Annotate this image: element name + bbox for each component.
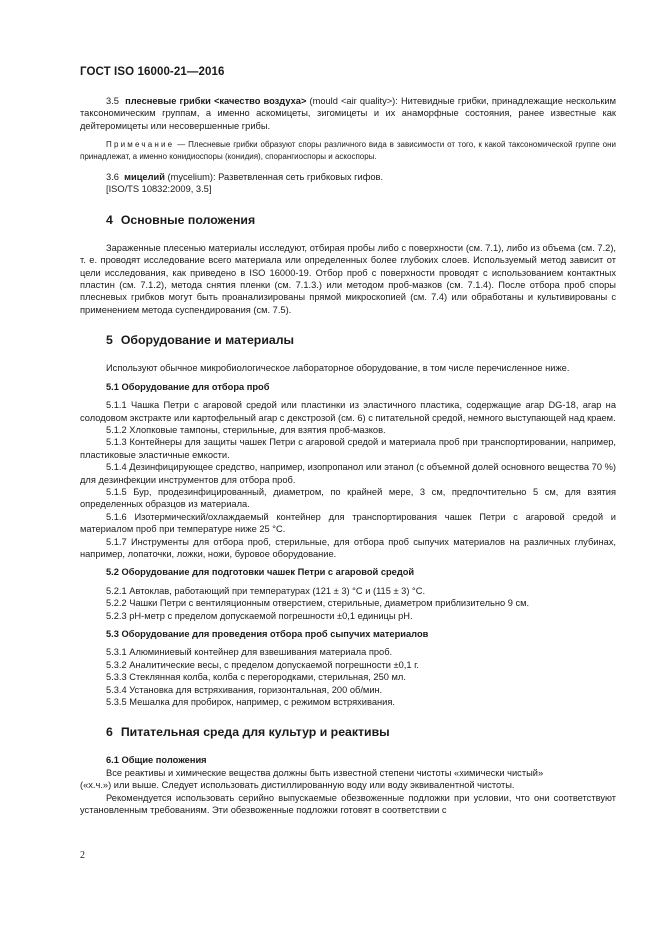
term-3-6-name: мицелий	[124, 172, 165, 183]
list-item: 5.2.2 Чашки Петри с вентиляционным отверстием, стерильные, диаметром приблизительно 9 см.	[106, 598, 530, 609]
list-item: 5.1.3 Контейнеры для защиты чашек Петри с агаровой средой и материала проб при транспортировании, например, пластиковые эластичные емкости.	[80, 437, 616, 460]
subsection-6-1-heading: 6.1 Общие положения	[106, 755, 207, 766]
note-3-5: Примечание — Плесневые грибки образуют споры различного вида в зависимости от того, к какой таксономической группе они принадлежат, а именно конидиоспоры (конидия), спорангиоспоры и аскоспоры.	[80, 140, 616, 161]
subsection-5-3-heading: 5.3 Оборудование для проведения отбора проб сыпучих материалов	[106, 629, 429, 639]
term-3-5-name: плесневые грибки <качество воздуха>	[125, 96, 307, 106]
list-item: 5.3.2 Аналитические весы, с пределом допускаемой погрешности ±0,1 г.	[106, 659, 419, 670]
section-5-heading: 5 Оборудование и материалы	[106, 333, 295, 348]
document-header: ГОСТ ISO 16000-21—2016	[80, 66, 225, 78]
section-4-paragraph: Зараженные плесенью материалы исследуют, отбирая пробы либо с поверхности (см. 7.1), либо из объема (см. 7.2), т. е. проводят исследование всего материала или определенных более глубоких слоев. Используемый метод зависит от цели исследования, как приведено в ISO 16000-19. Отбор проб с поверхности проводят с использованием контактных пластин (см. 7.1.2), метода снятия пленки (см. 7.1.3.) или методом проб-мазков (см. 7.1.4). После отбора проб споры плесневых грибков могут быть проанализированы прямой микроскопией (см. 7.4) или обработаны и культивированы с применением метода суспендирования (см. 7.5).	[80, 242, 616, 315]
section-6-1-paragraph-line1: Все реактивы и химические вещества должны быть известной степени чистоты «химически чистый»	[106, 767, 544, 778]
document-body	[80, 95, 616, 816]
term-3-6-ref: [ISO/TS 10832:2009, 3.5]	[106, 184, 212, 195]
note-label: Примечание	[106, 140, 175, 150]
section-6-1-paragraph-2: Рекомендуется использовать серийно выпускаемые обезвоженные подложки при условии, что они соответствуют установленным требованиям. Эти обезвоженные подложки готовят в соответствии с	[80, 792, 616, 816]
list-item: 5.3.4 Установка для встряхивания, горизонтальная, 200 об/мин.	[106, 684, 383, 695]
subsection-5-2-heading: 5.2 Оборудование для подготовки чашек Петри с агаровой средой	[106, 567, 415, 578]
section-6-heading: 6 Питательная среда для культур и реактивы	[106, 725, 390, 740]
term-3-6: 3.6 мицелий (mycelium): Разветвленная сеть грибковых гифов.	[106, 172, 384, 183]
list-item: 5.3.1 Алюминиевый контейнер для взвешивания материала проб.	[106, 647, 393, 658]
list-item: 5.1.5 Бур, продезинфицированный, диаметром, по крайней мере, 3 см, предпочтительно 5 см, для взятия определенных образцов из материала.	[80, 486, 616, 510]
list-item: 5.1.6 Изотермический/охлаждаемый контейнер для транспортирования чашек Петри с агаровой средой и материалом проб при температуре ниже 25 °С.	[80, 511, 616, 535]
subsection-5-1-heading: 5.1 Оборудование для отбора проб	[106, 381, 270, 392]
section-4-heading: 4 Основные положения	[106, 212, 256, 227]
list-item: 5.1.7 Инструменты для отбора проб, стерильные, для отбора проб сыпучих материалов на различных глубинах, например, лопаточки, ложки, ножи, буровое оборудование.	[80, 536, 616, 559]
page-number: 2	[80, 850, 85, 861]
list-item: 5.1.1 Чашка Петри с агаровой средой или пластинки из эластичного пластика, содержащие агар DG-18, агар на солодовом экстракте или картофельный агар с декстрозой (см. 6) с питательной средой, немного выступающей над краем.	[80, 400, 616, 423]
list-item: 5.1.2 Хлопковые тампоны, стерильные, для взятия проб-мазков.	[106, 424, 386, 435]
list-item: 5.1.4 Дезинфицирующее средство, например, изопропанол или этанол (с объемной долей основного вещества 70 %) для дезинфекции инструментов для отбора проб.	[80, 462, 616, 485]
list-item: 5.2.3 рН-метр с пределом допускаемой погрешности ±0,1 единицы рН.	[106, 610, 413, 621]
list-item: 5.2.1 Автоклав, работающий при температурах (121 ± 3) °С и (115 ± 3) °С.	[106, 585, 426, 596]
list-item: 5.3.3 Стеклянная колба, колба с перегородками, стерильная, 250 мл.	[106, 672, 406, 683]
section-5-intro: Используют обычное микробиологическое лабораторное оборудование, в том числе перечисленное ниже.	[106, 363, 570, 374]
section-6-1-paragraph-line2: («х.ч.») или выше. Следует использовать дистиллированную воду или воду эквивалентной чистоты.	[80, 780, 515, 791]
list-item: 5.3.5 Мешалка для пробирок, например, с режимом встряхивания.	[106, 697, 395, 708]
term-3-5: 3.5 плесневые грибки <качество воздуха> (mould <air quality>): Нитевидные грибки, принадлежащие нескольким таксономическим группам, а именно аскомицеты, зигомицеты и их анаморфные состояния, ранее известные как дейтеромицеты или несовершенные грибы.	[80, 96, 616, 131]
